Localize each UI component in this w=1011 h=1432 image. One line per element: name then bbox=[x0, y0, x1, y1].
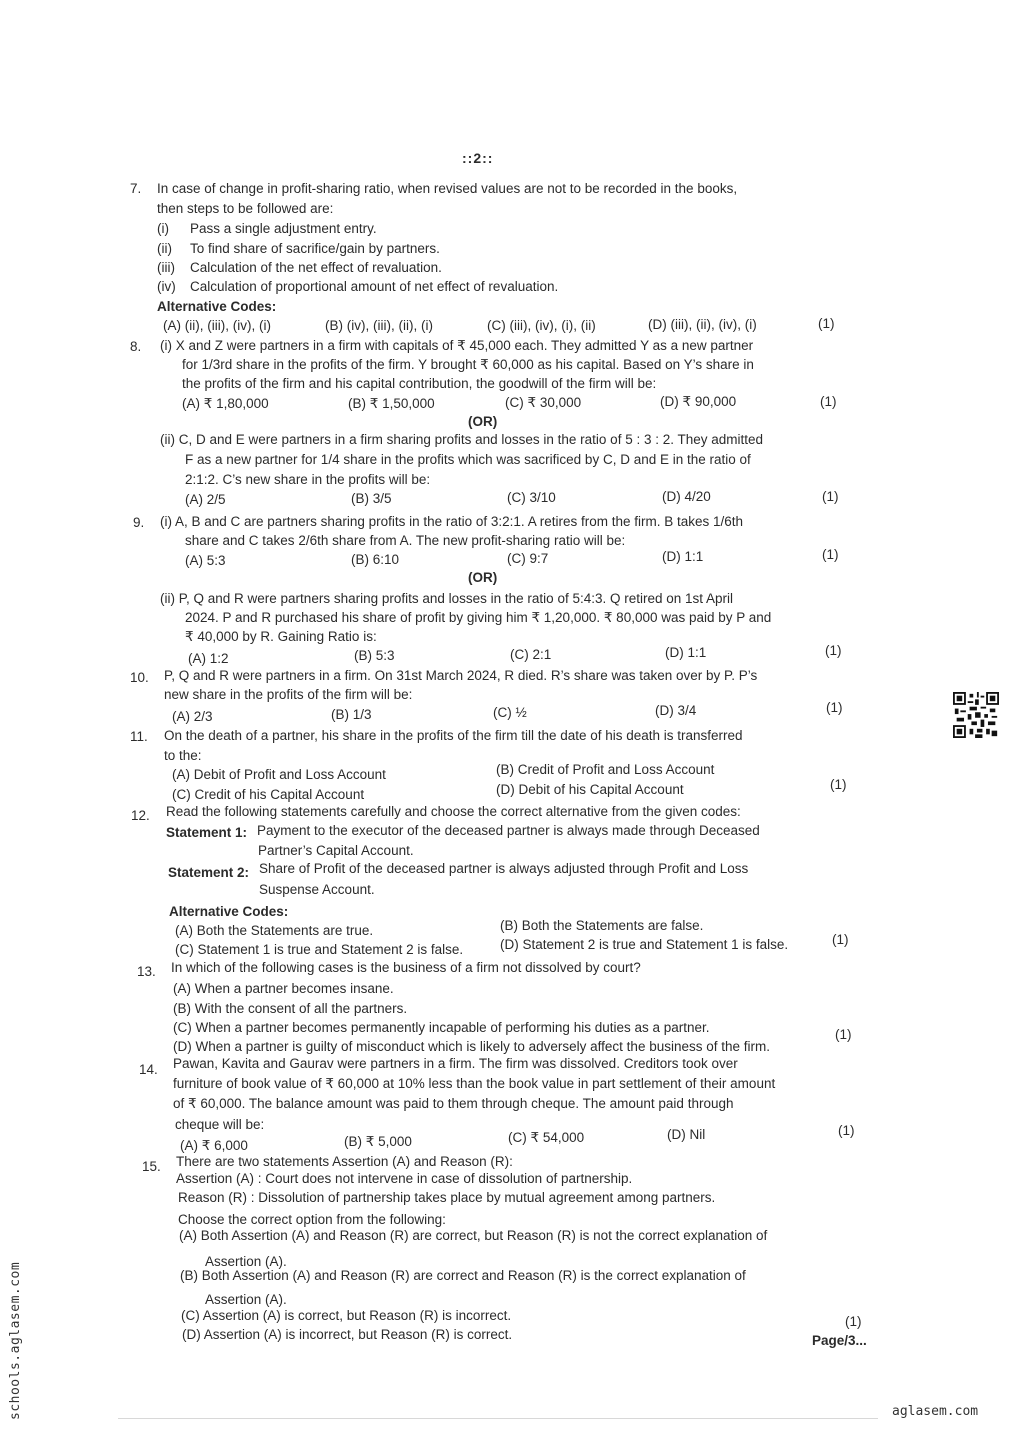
list-item: Calculation of the net effect of revaluation. bbox=[190, 260, 442, 275]
statement-1-text: Payment to the executor of the deceased partner is always made through Deceased bbox=[257, 823, 760, 838]
option-d: (D) Debit of his Capital Account bbox=[496, 782, 684, 797]
question-text: 2024. P and R purchased his share of profit by giving him ₹ 1,20,000. ₹ 80,000 was paid by P and bbox=[185, 610, 772, 625]
option-b: (B) With the consent of all the partners. bbox=[173, 1001, 408, 1016]
question-text: of ₹ 60,000. The balance amount was paid to them through cheque. The amount paid through bbox=[173, 1096, 734, 1111]
option-c: (C) (iii), (iv), (i), (ii) bbox=[487, 318, 596, 333]
question-text: (i) A, B and C are partners sharing profits in the ratio of 3:2:1. A retires from the firm. B takes 1/6th bbox=[160, 514, 744, 529]
marks: (1) bbox=[820, 394, 837, 409]
question-text: new share in the profits of the firm will be: bbox=[164, 687, 413, 702]
option-a: (A) 1:2 bbox=[188, 651, 229, 666]
question-number: 7. bbox=[130, 181, 142, 196]
option-d: (D) 4/20 bbox=[662, 489, 711, 504]
option-d: (D) Assertion (A) is incorrect, but Reason (R) is correct. bbox=[182, 1327, 513, 1342]
option-b: (B) 6:10 bbox=[351, 552, 400, 567]
option-a: (A) 2/5 bbox=[185, 492, 226, 507]
question-text: F as a new partner for 1/4 share in the profits which was sacrificed by C, D and E in the ratio of bbox=[185, 452, 751, 467]
or-separator: (OR) bbox=[468, 570, 498, 585]
option-a: (A) 2/3 bbox=[172, 709, 213, 724]
question-text: In which of the following cases is the business of a firm not dissolved by court? bbox=[171, 960, 641, 975]
marks: (1) bbox=[825, 643, 842, 658]
list-item-key: (ii) bbox=[157, 241, 172, 256]
question-text: Read the following statements carefully and choose the correct alternative from the given codes: bbox=[166, 804, 741, 819]
page-header: ::2:: bbox=[462, 150, 494, 166]
list-item: Pass a single adjustment entry. bbox=[190, 221, 377, 236]
question-number: 15. bbox=[142, 1159, 161, 1174]
option-d: (D) Statement 2 is true and Statement 1 is false. bbox=[500, 937, 789, 952]
option-c: (C) ½ bbox=[493, 705, 527, 720]
option-d: (D) ₹ 90,000 bbox=[660, 394, 737, 409]
option-c: (C) Assertion (A) is correct, but Reason (R) is incorrect. bbox=[181, 1308, 512, 1323]
option-a: (A) 5:3 bbox=[185, 553, 226, 568]
alternative-codes-label: Alternative Codes: bbox=[169, 904, 289, 919]
list-item: Calculation of proportional amount of net effect of revaluation. bbox=[190, 279, 559, 294]
marks: (1) bbox=[830, 777, 847, 792]
option-a-continued: Assertion (A). bbox=[205, 1254, 287, 1269]
option-c: (C) 9:7 bbox=[507, 551, 549, 566]
question-number: 9. bbox=[133, 515, 145, 530]
marks: (1) bbox=[838, 1123, 855, 1138]
option-d: (D) (iii), (ii), (iv), (i) bbox=[648, 317, 757, 332]
marks: (1) bbox=[832, 932, 849, 947]
question-number: 12. bbox=[131, 808, 150, 823]
question-text: furniture of book value of ₹ 60,000 at 10% less than the book value in part settlement of their amount bbox=[173, 1076, 776, 1091]
question-text: for 1/3rd share in the profits of the firm. Y brought ₹ 60,000 as his capital. Based on Y’s share in bbox=[182, 357, 754, 372]
option-d: (D) 1:1 bbox=[662, 549, 704, 564]
question-text: In case of change in profit-sharing ratio, when revised values are not to be recorded in the books, bbox=[157, 181, 738, 196]
question-text: There are two statements Assertion (A) and Reason (R): bbox=[176, 1154, 513, 1169]
reason-text: Reason (R) : Dissolution of partnership takes place by mutual agreement among partners. bbox=[178, 1190, 716, 1205]
option-b: (B) 3/5 bbox=[351, 491, 392, 506]
option-a: (A) (ii), (iii), (iv), (i) bbox=[163, 318, 271, 333]
question-text: (i) X and Z were partners in a firm with capitals of ₹ 45,000 each. They admitted Y as a new partner bbox=[160, 338, 754, 353]
question-number: 10. bbox=[130, 670, 149, 685]
question-text: then steps to be followed are: bbox=[157, 201, 334, 216]
option-a: (A) Both the Statements are true. bbox=[175, 923, 374, 938]
question-number: 11. bbox=[130, 729, 148, 744]
option-b: (B) (iv), (iii), (ii), (i) bbox=[325, 318, 433, 333]
option-b: (B) Both the Statements are false. bbox=[500, 918, 704, 933]
option-d: (D) 3/4 bbox=[655, 703, 697, 718]
list-item-key: (iii) bbox=[157, 260, 175, 275]
question-text: On the death of a partner, his share in the profits of the firm till the date of his death is transferred bbox=[164, 728, 743, 743]
or-separator: (OR) bbox=[468, 414, 498, 429]
option-a: (A) Both Assertion (A) and Reason (R) are correct, but Reason (R) is not the correct explanation of bbox=[179, 1228, 768, 1243]
option-a: (A) When a partner becomes insane. bbox=[173, 981, 394, 996]
marks: (1) bbox=[845, 1314, 862, 1329]
option-b: (B) 1/3 bbox=[331, 707, 372, 722]
option-c: (C) Credit of his Capital Account bbox=[172, 787, 365, 802]
question-text: P, Q and R were partners in a firm. On 31st March 2024, R died. R’s share was taken over by P. P’s bbox=[164, 668, 758, 683]
option-b: (B) ₹ 1,50,000 bbox=[348, 396, 435, 411]
option-a: (A) Debit of Profit and Loss Account bbox=[172, 767, 386, 782]
option-c: (C) ₹ 30,000 bbox=[505, 395, 582, 410]
marks: (1) bbox=[822, 489, 839, 504]
option-c: (C) When a partner becomes permanently incapable of performing his duties as a partner. bbox=[173, 1020, 710, 1035]
option-c: (C) Statement 1 is true and Statement 2 is false. bbox=[175, 942, 464, 957]
option-b: (B) Credit of Profit and Loss Account bbox=[496, 762, 715, 777]
question-text: share and C takes 2/6th share from A. The new profit-sharing ratio will be: bbox=[185, 533, 626, 548]
question-number: 14. bbox=[139, 1062, 158, 1077]
footer-site: aglasem.com bbox=[892, 1404, 979, 1419]
marks: (1) bbox=[822, 547, 839, 562]
list-item: To find share of sacrifice/gain by partners. bbox=[190, 241, 440, 256]
question-text: to the: bbox=[164, 748, 202, 763]
question-text: cheque will be: bbox=[175, 1117, 265, 1132]
option-a: (A) ₹ 6,000 bbox=[180, 1138, 248, 1153]
option-d: (D) 1:1 bbox=[665, 645, 707, 660]
list-item-key: (iv) bbox=[157, 279, 176, 294]
question-text: ₹ 40,000 by R. Gaining Ratio is: bbox=[185, 629, 377, 644]
option-b: (B) Both Assertion (A) and Reason (R) are correct and Reason (R) is the correct explanation of bbox=[180, 1268, 746, 1283]
statement-2-label: Statement 2: bbox=[168, 865, 250, 880]
question-number: 8. bbox=[130, 339, 142, 354]
question-text: (ii) C, D and E were partners in a firm sharing profits and losses in the ratio of 5 : 3 : 2. They admitted bbox=[160, 432, 764, 447]
question-text: the profits of the firm and his capital contribution, the goodwill of the firm will be: bbox=[182, 376, 657, 391]
option-a: (A) ₹ 1,80,000 bbox=[182, 396, 269, 411]
statement-1-text: Partner’s Capital Account. bbox=[258, 843, 414, 858]
alternative-codes-label: Alternative Codes: bbox=[157, 299, 277, 314]
page-indicator: Page/3... bbox=[812, 1333, 867, 1348]
assertion-text: Assertion (A) : Court does not intervene in case of dissolution of partnership. bbox=[176, 1171, 633, 1186]
footer-divider bbox=[118, 1418, 878, 1419]
option-d: (D) When a partner is guilty of misconduct which is likely to adversely affect the business of the firm. bbox=[173, 1039, 770, 1054]
question-text: (ii) P, Q and R were partners sharing profits and losses in the ratio of 5:4:3. Q retired on 1st April bbox=[160, 591, 734, 606]
statement-2-text: Suspense Account. bbox=[259, 882, 375, 897]
option-d: (D) Nil bbox=[667, 1127, 706, 1142]
qr-code-icon bbox=[953, 692, 999, 738]
marks: (1) bbox=[826, 700, 843, 715]
marks: (1) bbox=[835, 1027, 852, 1042]
question-text: Choose the correct option from the following: bbox=[178, 1212, 446, 1227]
option-c: (C) 3/10 bbox=[507, 490, 556, 505]
list-item-key: (i) bbox=[157, 221, 169, 236]
option-b-continued: Assertion (A). bbox=[205, 1292, 287, 1307]
question-text: Pawan, Kavita and Gaurav were partners in a firm. The firm was dissolved. Creditors took over bbox=[173, 1056, 738, 1071]
marks: (1) bbox=[818, 316, 835, 331]
option-c: (C) ₹ 54,000 bbox=[508, 1130, 585, 1145]
question-text: 2:1:2. C’s new share in the profits will be: bbox=[185, 472, 431, 487]
question-number: 13. bbox=[137, 964, 156, 979]
side-watermark: schools.aglasem.com bbox=[8, 1261, 23, 1420]
option-b: (B) 5:3 bbox=[354, 648, 395, 663]
statement-2-text: Share of Profit of the deceased partner is always adjusted through Profit and Loss bbox=[259, 861, 749, 876]
statement-1-label: Statement 1: bbox=[166, 825, 248, 840]
option-b: (B) ₹ 5,000 bbox=[344, 1134, 412, 1149]
option-c: (C) 2:1 bbox=[510, 647, 552, 662]
